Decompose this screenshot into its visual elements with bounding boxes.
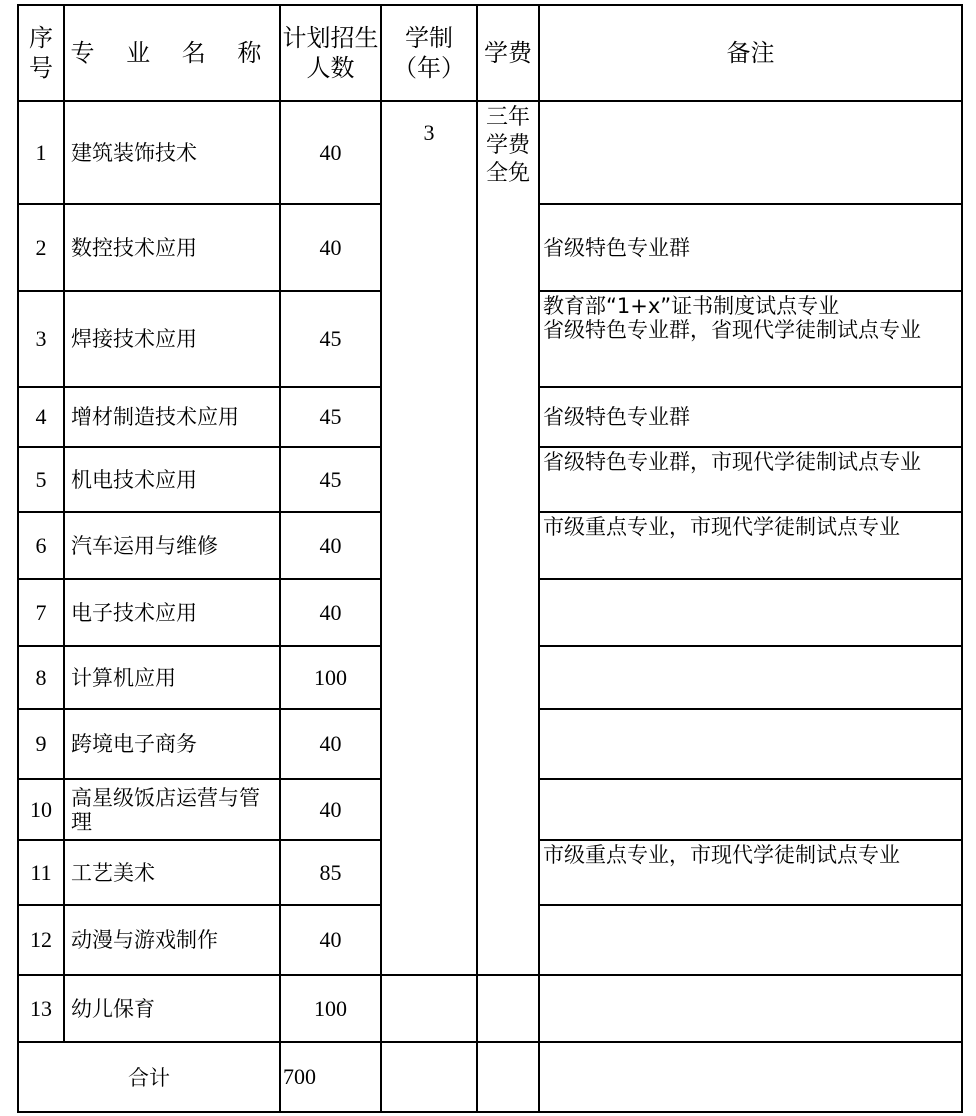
row-seq: 5	[18, 447, 64, 512]
total-value: 700	[280, 1042, 381, 1112]
total-remark-empty	[539, 1042, 962, 1112]
row-name: 焊接技术应用	[64, 291, 280, 387]
total-label: 合计	[18, 1042, 280, 1112]
row-name: 工艺美术	[64, 840, 280, 905]
row-remark	[539, 905, 962, 975]
row-remark: 市级重点专业，市现代学徒制试点专业	[539, 840, 962, 905]
table-row	[18, 975, 962, 1042]
row-name: 高星级饭店运营与管理	[64, 779, 280, 840]
row-name: 幼儿保育	[64, 975, 280, 1042]
row-remark: 省级特色专业群	[539, 204, 962, 291]
row-plan: 100	[280, 646, 381, 709]
header-remark: 备注	[539, 5, 962, 101]
row-name: 机电技术应用	[64, 447, 280, 512]
row-seq: 12	[18, 905, 64, 975]
row-plan: 40	[280, 204, 381, 291]
fee-text: 三年学费全免	[485, 105, 530, 186]
row-name: 汽车运用与维修	[64, 512, 280, 579]
row-plan: 45	[280, 291, 381, 387]
header-plan: 计划招生人数	[280, 5, 381, 101]
row-seq: 10	[18, 779, 64, 840]
row-plan: 40	[280, 709, 381, 779]
row-name: 增材制造技术应用	[64, 387, 280, 447]
header-row	[18, 5, 962, 101]
header-fee: 学费	[477, 5, 539, 101]
table-row	[18, 101, 962, 204]
row-name: 跨境电子商务	[64, 709, 280, 779]
row-seq: 3	[18, 291, 64, 387]
row-seq: 11	[18, 840, 64, 905]
row-seq: 9	[18, 709, 64, 779]
row-remark	[539, 709, 962, 779]
row-seq: 1	[18, 101, 64, 204]
row-remark: 教育部“1+x”证书制度试点专业 省级特色专业群，省现代学徒制试点专业	[539, 291, 962, 387]
row-name: 计算机应用	[64, 646, 280, 709]
row-plan: 45	[280, 387, 381, 447]
row-remark: 市级重点专业，市现代学徒制试点专业	[539, 512, 962, 579]
row-years: 3	[381, 101, 477, 975]
total-row	[18, 1042, 962, 1112]
row-remark: 省级特色专业群	[539, 387, 962, 447]
header-years: 学制（年）	[381, 5, 477, 101]
row-years-empty	[381, 975, 477, 1042]
row-plan: 40	[280, 512, 381, 579]
row-remark: 省级特色专业群，市现代学徒制试点专业	[539, 447, 962, 512]
row-seq: 7	[18, 579, 64, 646]
row-plan: 45	[280, 447, 381, 512]
row-name: 电子技术应用	[64, 579, 280, 646]
row-remark	[539, 779, 962, 840]
row-seq: 13	[18, 975, 64, 1042]
row-plan: 40	[280, 905, 381, 975]
total-years-empty	[381, 1042, 477, 1112]
header-name: 专 业 名 称	[64, 5, 280, 101]
row-seq: 6	[18, 512, 64, 579]
row-seq: 4	[18, 387, 64, 447]
row-name: 数控技术应用	[64, 204, 280, 291]
row-remark	[539, 975, 962, 1042]
row-plan: 40	[280, 101, 381, 204]
row-plan: 40	[280, 779, 381, 840]
total-fee-empty	[477, 1042, 539, 1112]
row-fee-empty	[477, 975, 539, 1042]
row-name: 动漫与游戏制作	[64, 905, 280, 975]
row-name: 建筑装饰技术	[64, 101, 280, 204]
row-seq: 8	[18, 646, 64, 709]
row-plan: 40	[280, 579, 381, 646]
row-remark	[539, 101, 962, 204]
row-plan: 100	[280, 975, 381, 1042]
row-remark	[539, 579, 962, 646]
row-remark	[539, 646, 962, 709]
row-fee	[477, 101, 539, 975]
row-seq: 2	[18, 204, 64, 291]
enrollment-table	[17, 4, 963, 1113]
row-plan: 85	[280, 840, 381, 905]
header-seq: 序号	[18, 5, 64, 101]
